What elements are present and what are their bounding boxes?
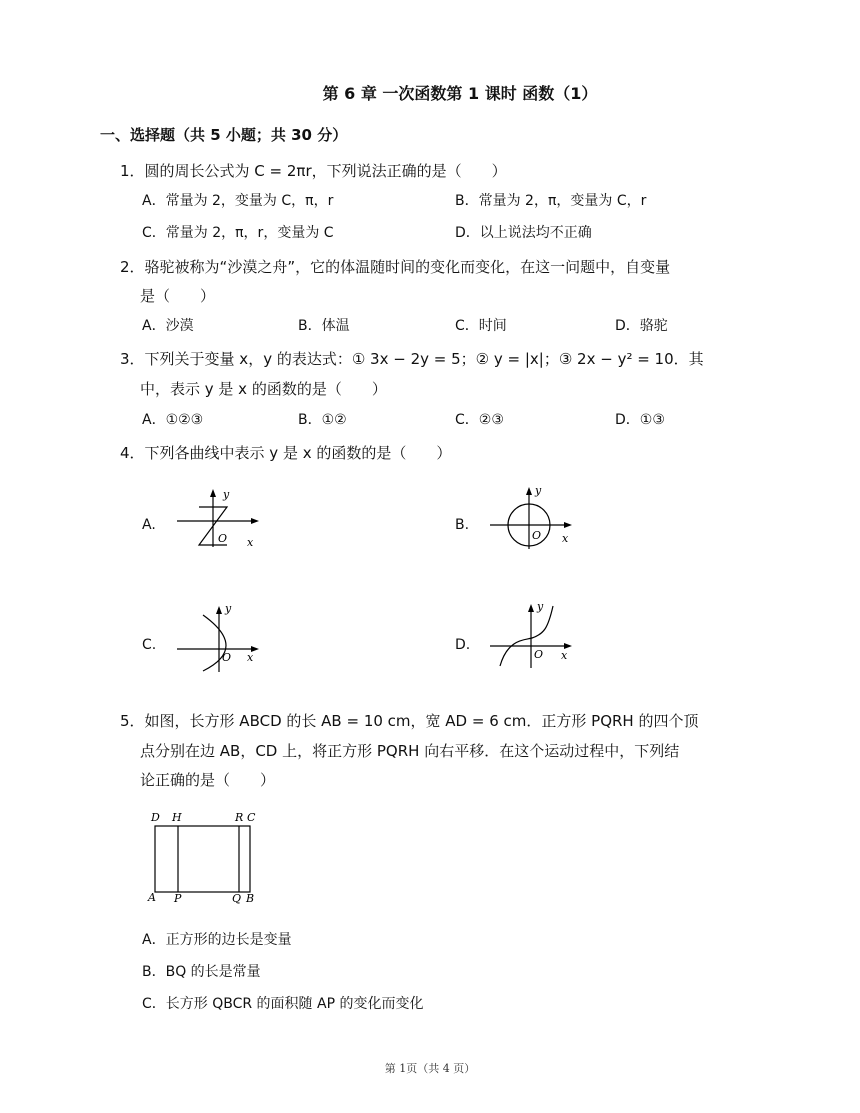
graph-a-x-label: x bbox=[247, 536, 254, 549]
fig-label-h: H bbox=[172, 811, 182, 824]
question-1-option-d: D．以上说法均不正确 bbox=[455, 225, 592, 241]
question-1-stem: 1．圆的周长公式为 C = 2πr，下列说法正确的是（ ） bbox=[120, 162, 507, 180]
question-3-option-d: D．①③ bbox=[615, 412, 665, 428]
page-footer: 第 1页（共 4 页） bbox=[384, 1062, 476, 1075]
question-4-option-d-label: D. bbox=[455, 637, 471, 653]
question-4-option-c-label: C. bbox=[142, 637, 157, 653]
graph-b-origin-label: O bbox=[532, 529, 542, 542]
question-5-stem-line2: 点分别在边 AB，CD 上，将正方形 PQRH 向右平移．在这个运动过程中，下列结 bbox=[140, 742, 680, 760]
question-1-option-a: A．常量为 2，变量为 C，π，r bbox=[142, 193, 334, 209]
question-3-stem-line1: 3．下列关于变量 x，y 的表达式：① 3x − 2y = 5；② y = |x|；③ 2x − y² = 10．其 bbox=[120, 350, 704, 368]
question-1-option-b: B．常量为 2，π，变量为 C，r bbox=[455, 193, 647, 209]
question-5-option-b: B．BQ 的长是常量 bbox=[142, 964, 261, 980]
question-5-stem-line1: 5．如图，长方形 ABCD 的长 AB = 10 cm，宽 AD = 6 cm．正方形 PQRH 的四个顶 bbox=[120, 712, 699, 730]
question-2-option-c: C．时间 bbox=[455, 318, 507, 334]
question-3-option-b: B．①② bbox=[298, 412, 347, 428]
graph-c bbox=[175, 600, 265, 672]
graph-d-x-label: x bbox=[561, 649, 568, 662]
graph-a-y-label: y bbox=[223, 488, 230, 501]
graph-c-y-label: y bbox=[225, 602, 232, 615]
graph-d-origin-label: O bbox=[534, 648, 544, 661]
question-4-option-a-label: A. bbox=[142, 517, 156, 533]
graph-b bbox=[488, 483, 578, 551]
question-3-option-a: A．①②③ bbox=[142, 412, 204, 428]
question-2-option-d: D．骆驼 bbox=[615, 318, 668, 334]
rectangle-figure bbox=[145, 806, 270, 908]
question-3-option-c: C．②③ bbox=[455, 412, 504, 428]
graph-b-x-label: x bbox=[562, 532, 569, 545]
graph-a bbox=[175, 485, 265, 550]
fig-label-b: B bbox=[246, 892, 255, 905]
fig-label-d: D bbox=[151, 811, 160, 824]
graph-d-y-label: y bbox=[537, 600, 544, 613]
question-5-stem-line3: 论正确的是（ ） bbox=[140, 771, 276, 789]
fig-label-q: Q bbox=[232, 892, 242, 905]
question-5-option-c: C．长方形 QBCR 的面积随 AP 的变化而变化 bbox=[142, 996, 424, 1012]
section-heading: 一、选择题（共 5 小题；共 30 分） bbox=[100, 126, 348, 144]
question-1-option-c: C．常量为 2，π，r，变量为 C bbox=[142, 225, 334, 241]
question-2-option-b: B．体温 bbox=[298, 318, 350, 334]
question-5-option-a: A．正方形的边长是变量 bbox=[142, 932, 292, 948]
fig-label-c: C bbox=[247, 811, 256, 824]
question-4-option-b-label: B. bbox=[455, 517, 470, 533]
graph-b-y-label: y bbox=[535, 484, 542, 497]
graph-c-origin-label: O bbox=[222, 651, 232, 664]
graph-a-origin-label: O bbox=[218, 532, 228, 545]
page-title: 第 6 章 一次函数第 1 课时 函数（1） bbox=[322, 84, 598, 103]
graph-d bbox=[488, 598, 578, 670]
question-4-stem: 4．下列各曲线中表示 y 是 x 的函数的是（ ） bbox=[120, 444, 452, 462]
question-2-stem-line1: 2．骆驼被称为“沙漠之舟”，它的体温随时间的变化而变化，在这一问题中，自变量 bbox=[120, 258, 671, 276]
question-2-option-a: A．沙漠 bbox=[142, 318, 194, 334]
fig-label-a: A bbox=[148, 891, 156, 904]
question-2-stem-line2: 是（ ） bbox=[140, 287, 216, 305]
fig-label-p: P bbox=[174, 892, 182, 905]
question-3-stem-line2: 中，表示 y 是 x 的函数的是（ ） bbox=[140, 380, 387, 398]
fig-label-r: R bbox=[235, 811, 244, 824]
graph-c-x-label: x bbox=[247, 651, 254, 664]
